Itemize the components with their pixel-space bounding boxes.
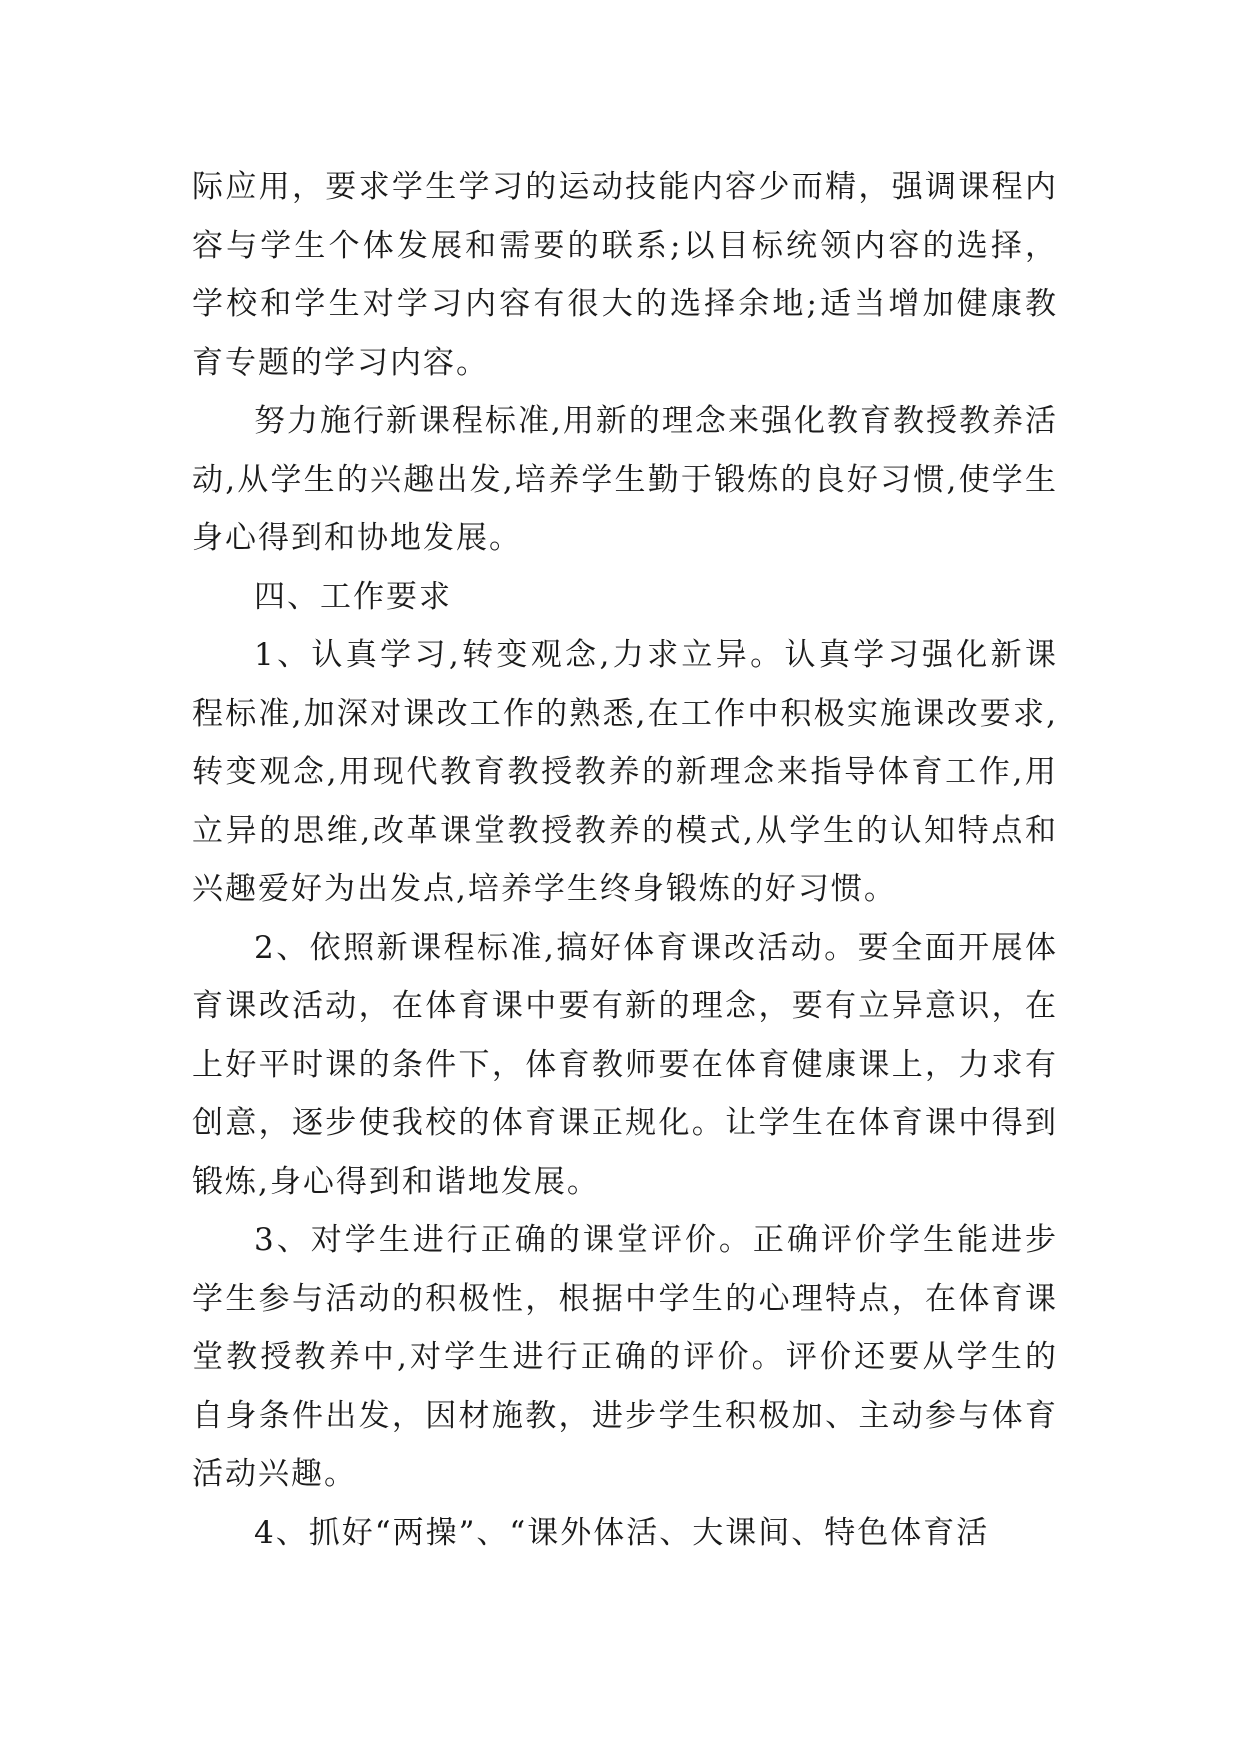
section-heading: 四、工作要求 (254, 578, 452, 615)
paragraph-item-4: 4、抓好“两操”、“课外体活、大课间、特色体育活 (254, 1514, 990, 1551)
paragraph-item-1: 1、认真学习,转变观念,力求立异。认真学习强化新课程标准,加深对课改工作的熟悉,在工作中积极实施课改要求,转变观念,用现代教育教授教养的新理念来指导体育工作,用立异的思维,改革课堂教授教养的模式,从学生的认知特点和兴趣爱好为出发点,培养学生终身锻炼的好习惯。 (192, 637, 1058, 907)
paragraph-item-3: 3、对学生进行正确的课堂评价。正确评价学生能进步学生参与活动的积极性，根据中学生的心理特点，在体育课堂教授教养中,对学生进行正确的评价。评价还要从学生的自身条件出发，因材施教，进步学生积极加、主动参与体育活动兴趣。 (192, 1222, 1058, 1492)
paragraph-item-2: 2、依照新课程标准,搞好体育课改活动。要全面开展体育课改活动，在体育课中要有新的理念，要有立异意识，在上好平时课的条件下，体育教师要在体育健康课上，力求有创意，逐步使我校的体育课正规化。让学生在体育课中得到锻炼,身心得到和谐地发展。 (192, 929, 1058, 1200)
document-body (192, 158, 1058, 1562)
paragraph-1: 际应用，要求学生学习的运动技能内容少而精，强调课程内容与学生个体发展和需要的联系;以目标统领内容的选择，学校和学生对学习内容有很大的选择余地;适当增加健康教育专题的学习内容。 (192, 169, 1058, 381)
paragraph-2: 努力施行新课程标准,用新的理念来强化教育教授教养活动,从学生的兴趣出发,培养学生勤于锻炼的良好习惯,使学生身心得到和协地发展。 (192, 403, 1058, 556)
